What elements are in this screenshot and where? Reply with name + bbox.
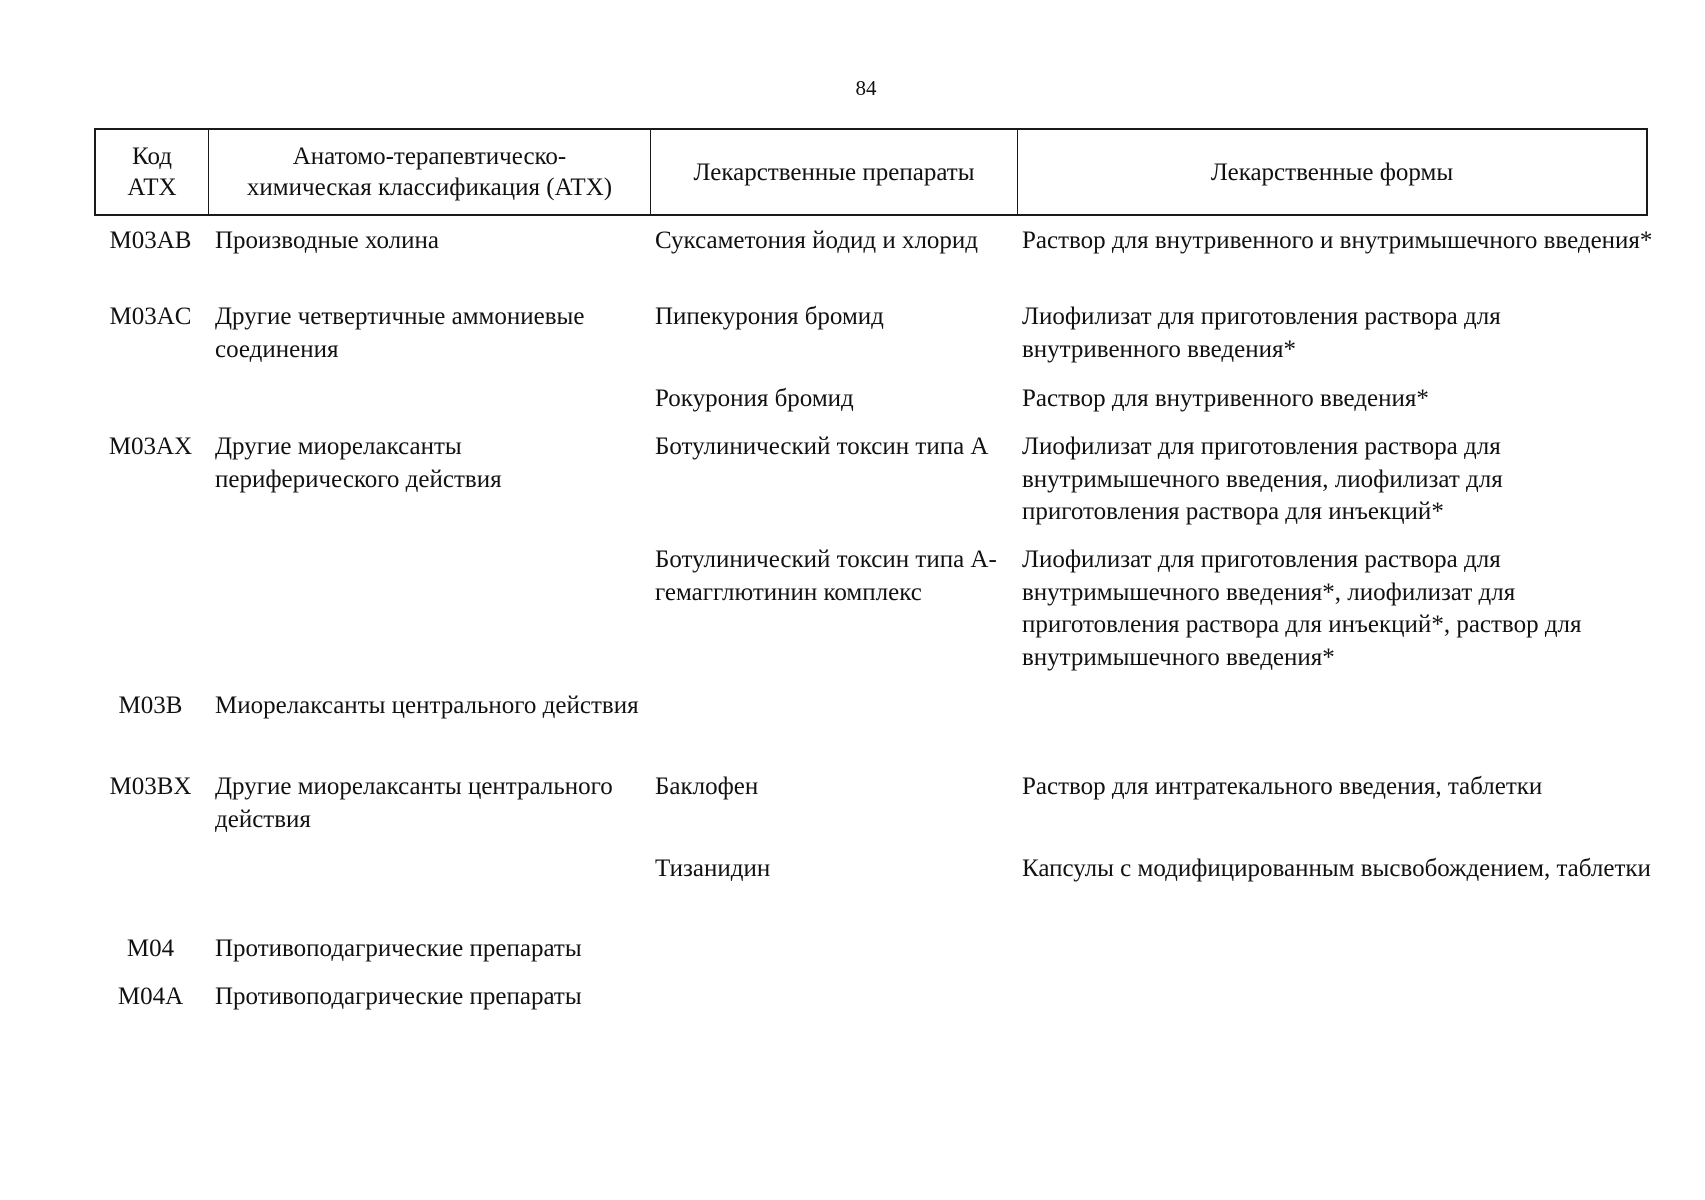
header-atc-code: Код АТХ bbox=[96, 130, 209, 214]
medicinal-product: Рокурония бромид bbox=[655, 385, 854, 412]
table-row bbox=[94, 690, 1654, 771]
atc-code: M03AC bbox=[109, 303, 192, 330]
atc-code: M04A bbox=[117, 983, 184, 1010]
atc-code: M03BX bbox=[109, 773, 192, 800]
atc-classification: Производные холина bbox=[215, 227, 440, 254]
table-row bbox=[94, 225, 1654, 301]
atc-classification: Миорелаксанты центрального действия bbox=[215, 692, 639, 719]
header-dosage-forms: Лекарственные формы bbox=[1210, 158, 1454, 186]
dosage-form bbox=[1016, 690, 1654, 771]
page-number: 84 bbox=[855, 76, 877, 100]
header-atc-classification: Анатомо-терапевтическо- химическая классификация (АТХ) bbox=[209, 130, 651, 214]
atc-code bbox=[94, 544, 207, 690]
table-row bbox=[94, 431, 1654, 544]
dosage-form: Раствор для внутривенного и внутримышечного введения* bbox=[1022, 227, 1653, 254]
dosage-form: Лиофилизат для приготовления раствора для внутримышечного введения*, лиофилизат для приготовления раствора для инъекций*, раствор для внутримышечного введения* bbox=[1022, 546, 1582, 671]
table-row bbox=[94, 771, 1654, 853]
atc-code: M03B bbox=[118, 692, 183, 719]
table-row bbox=[94, 383, 1654, 431]
medicinal-product: Ботулинический токсин типа А bbox=[655, 433, 989, 460]
dosage-form bbox=[1016, 933, 1654, 981]
medicinal-product bbox=[649, 933, 1016, 981]
atc-code: M03AX bbox=[108, 433, 193, 460]
medicinal-product: Суксаметония йодид и хлорид bbox=[655, 227, 979, 254]
medicinal-product bbox=[649, 981, 1016, 1029]
atc-classification: Противоподагрические препараты bbox=[215, 983, 582, 1010]
dosage-form: Лиофилизат для приготовления раствора для внутримышечного введения, лиофилизат для приготовления раствора для инъекций* bbox=[1022, 433, 1503, 525]
atc-classification: Другие миорелаксанты периферического действия bbox=[215, 433, 502, 493]
atc-code bbox=[94, 853, 207, 933]
medicinal-product bbox=[649, 690, 1016, 771]
atc-classification bbox=[207, 383, 649, 431]
medicinal-product: Баклофен bbox=[655, 773, 759, 800]
dosage-form: Капсулы с модифицированным высвобождением, таблетки bbox=[1022, 855, 1651, 882]
dosage-form: Раствор для интратекального введения, таблетки bbox=[1022, 773, 1543, 800]
header-medicinal-products: Лекарственные препараты bbox=[651, 130, 1018, 214]
table-body bbox=[94, 225, 1654, 1029]
atc-code: M03AB bbox=[109, 227, 192, 254]
table-row bbox=[94, 544, 1654, 690]
table-row bbox=[94, 981, 1654, 1029]
medicinal-product: Ботулинический токсин типа А-гемагглютинин комплекс bbox=[655, 546, 997, 606]
dosage-form: Лиофилизат для приготовления раствора для внутривенного введения* bbox=[1022, 303, 1501, 363]
table-row bbox=[94, 301, 1654, 383]
atc-code bbox=[94, 383, 207, 431]
table-row bbox=[94, 853, 1654, 933]
table-row bbox=[94, 933, 1654, 981]
medicinal-product: Пипекурония бромид bbox=[655, 303, 884, 330]
atc-classification: Противоподагрические препараты bbox=[215, 935, 582, 962]
dosage-form bbox=[1016, 981, 1654, 1029]
atc-classification bbox=[207, 853, 649, 933]
medicinal-product: Тизанидин bbox=[655, 855, 771, 882]
atc-classification: Другие четвертичные аммониевые соединения bbox=[215, 303, 585, 363]
dosage-form: Раствор для внутривенного введения* bbox=[1022, 385, 1429, 412]
atc-classification: Другие миорелаксанты центрального действия bbox=[215, 773, 613, 833]
atc-classification bbox=[207, 544, 649, 690]
table-header bbox=[94, 128, 1648, 216]
atc-code: M04 bbox=[126, 935, 175, 962]
